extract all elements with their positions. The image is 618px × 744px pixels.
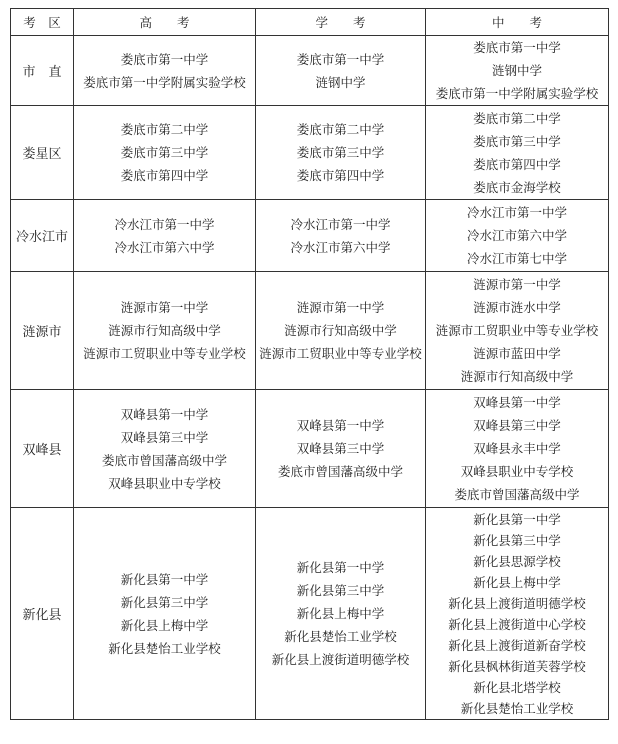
school-name: 娄底市第四中学 xyxy=(120,168,209,183)
school-name: 新化县第一中学 xyxy=(296,560,385,575)
school-name: 冷水江市第一中学 xyxy=(114,216,215,232)
header-district: 考 区 xyxy=(11,9,74,36)
header-row xyxy=(11,9,609,36)
xuekao-cell xyxy=(256,200,426,272)
school-name: 双峰县第一中学 xyxy=(296,418,385,433)
school-name: 冷水江市第六中学 xyxy=(114,239,215,255)
school-name: 双峰县永丰中学 xyxy=(473,441,561,456)
school-name: 冷水江市第一中学 xyxy=(290,216,391,232)
school-name: 娄底市第二中学 xyxy=(120,122,209,137)
zhongkao-cell xyxy=(426,508,609,720)
district-cell: 冷水江市 xyxy=(11,200,74,272)
school-name: 涟源市第一中学 xyxy=(473,277,561,292)
school-name: 涟源市第一中学 xyxy=(296,300,385,315)
header-xuekao: 学 考 xyxy=(256,9,426,36)
school-name: 娄底市第四中学 xyxy=(296,168,385,183)
xuekao-cell xyxy=(256,36,426,106)
zhongkao-cell xyxy=(426,272,609,390)
school-name: 娄底市第一中学附属实验学校 xyxy=(83,74,246,90)
school-name: 新化县上渡街道新奋学校 xyxy=(448,637,586,653)
school-name: 娄底市曾国藩高级中学 xyxy=(277,464,403,479)
district-cell: 涟源市 xyxy=(11,272,74,390)
district-cell: 新化县 xyxy=(11,508,74,720)
school-name: 冷水江市第六中学 xyxy=(290,239,391,255)
school-name: 娄底市第二中学 xyxy=(473,110,561,126)
xuekao-cell xyxy=(256,272,426,390)
school-name: 涟源市工贸职业中等专业学校 xyxy=(435,323,599,338)
table-row xyxy=(11,390,609,508)
school-name: 冷水江市第一中学 xyxy=(466,205,567,220)
school-name: 双峰县职业中专学校 xyxy=(460,464,574,479)
school-name: 新化县第三中学 xyxy=(473,532,561,548)
school-name: 娄底市曾国藩高级中学 xyxy=(101,452,227,468)
district-cell: 双峰县 xyxy=(11,390,74,508)
school-name: 新化县上梅中学 xyxy=(120,617,209,633)
zhongkao-cell xyxy=(426,390,609,508)
school-name: 娄底市第一中学 xyxy=(473,40,561,55)
zhongkao-cell xyxy=(426,106,609,200)
xuekao-cell xyxy=(256,508,426,720)
school-name: 娄底市第四中学 xyxy=(473,156,561,172)
table-row xyxy=(11,508,609,720)
school-name: 新化县思源学校 xyxy=(473,553,561,569)
school-name: 涟源市涟水中学 xyxy=(473,300,561,315)
school-name: 娄底市第一中学附属实验学校 xyxy=(435,86,599,101)
school-name: 新化县楚怡工业学校 xyxy=(460,700,574,716)
school-name: 双峰县第三中学 xyxy=(473,418,561,433)
school-name: 双峰县第三中学 xyxy=(296,441,385,456)
school-name: 双峰县第一中学 xyxy=(473,395,561,410)
school-name: 新化县上渡街道中心学校 xyxy=(448,616,586,632)
school-name: 涟源市第一中学 xyxy=(120,300,209,315)
gaokao-cell xyxy=(74,390,256,508)
table-body xyxy=(11,36,609,720)
school-name: 新化县楚怡工业学校 xyxy=(284,629,397,644)
school-name: 涟钢中学 xyxy=(491,63,542,78)
school-name: 冷水江市第六中学 xyxy=(466,228,567,243)
exam-venue-table xyxy=(10,8,609,720)
school-name: 新化县上梅中学 xyxy=(296,606,385,621)
school-name: 新化县第三中学 xyxy=(296,583,385,598)
school-name: 新化县枫林街道芙蓉学校 xyxy=(448,658,586,674)
school-name: 娄底市第一中学 xyxy=(120,51,209,67)
school-name: 涟源市行知高级中学 xyxy=(284,323,397,338)
school-name: 涟钢中学 xyxy=(315,74,366,90)
school-name: 新化县上渡街道明德学校 xyxy=(271,652,410,667)
school-name: 娄底市第三中学 xyxy=(120,145,209,160)
district-cell: 娄星区 xyxy=(11,106,74,200)
table-row xyxy=(11,200,609,272)
district-cell: 市 直 xyxy=(11,36,74,106)
school-name: 新化县上梅中学 xyxy=(473,574,561,590)
school-name: 娄底市第三中学 xyxy=(473,133,561,149)
gaokao-cell xyxy=(74,36,256,106)
school-name: 涟源市工贸职业中等专业学校 xyxy=(83,346,246,361)
school-name: 涟源市行知高级中学 xyxy=(108,323,221,338)
gaokao-cell xyxy=(74,106,256,200)
header-zhongkao: 中 考 xyxy=(426,9,609,36)
school-name: 新化县第一中学 xyxy=(120,571,209,587)
zhongkao-cell xyxy=(426,200,609,272)
xuekao-cell xyxy=(256,390,426,508)
table-row xyxy=(11,272,609,390)
school-name: 双峰县第三中学 xyxy=(120,429,209,445)
school-name: 娄底市曾国藩高级中学 xyxy=(454,487,580,502)
school-name: 新化县北塔学校 xyxy=(473,679,561,695)
school-name: 新化县楚怡工业学校 xyxy=(108,640,221,656)
school-name: 涟源市蓝田中学 xyxy=(473,346,561,361)
school-name: 冷水江市第七中学 xyxy=(466,251,567,266)
school-name: 娄底市第一中学 xyxy=(296,51,385,67)
school-name: 新化县第三中学 xyxy=(120,594,209,610)
table-row xyxy=(11,36,609,106)
zhongkao-cell xyxy=(426,36,609,106)
xuekao-cell xyxy=(256,106,426,200)
school-name: 双峰县职业中专学校 xyxy=(108,475,221,491)
school-name: 娄底市第二中学 xyxy=(296,122,385,137)
school-name: 娄底市第三中学 xyxy=(296,145,385,160)
school-name: 新化县第一中学 xyxy=(473,511,561,527)
gaokao-cell xyxy=(74,200,256,272)
school-name: 新化县上渡街道明德学校 xyxy=(448,595,586,611)
school-name: 涟源市工贸职业中等专业学校 xyxy=(259,346,422,361)
school-name: 双峰县第一中学 xyxy=(120,406,209,422)
school-name: 涟源市行知高级中学 xyxy=(460,369,574,384)
table-row xyxy=(11,106,609,200)
header-gaokao: 高 考 xyxy=(74,9,256,36)
school-name: 娄底市金海学校 xyxy=(473,179,561,195)
gaokao-cell xyxy=(74,272,256,390)
gaokao-cell xyxy=(74,508,256,720)
